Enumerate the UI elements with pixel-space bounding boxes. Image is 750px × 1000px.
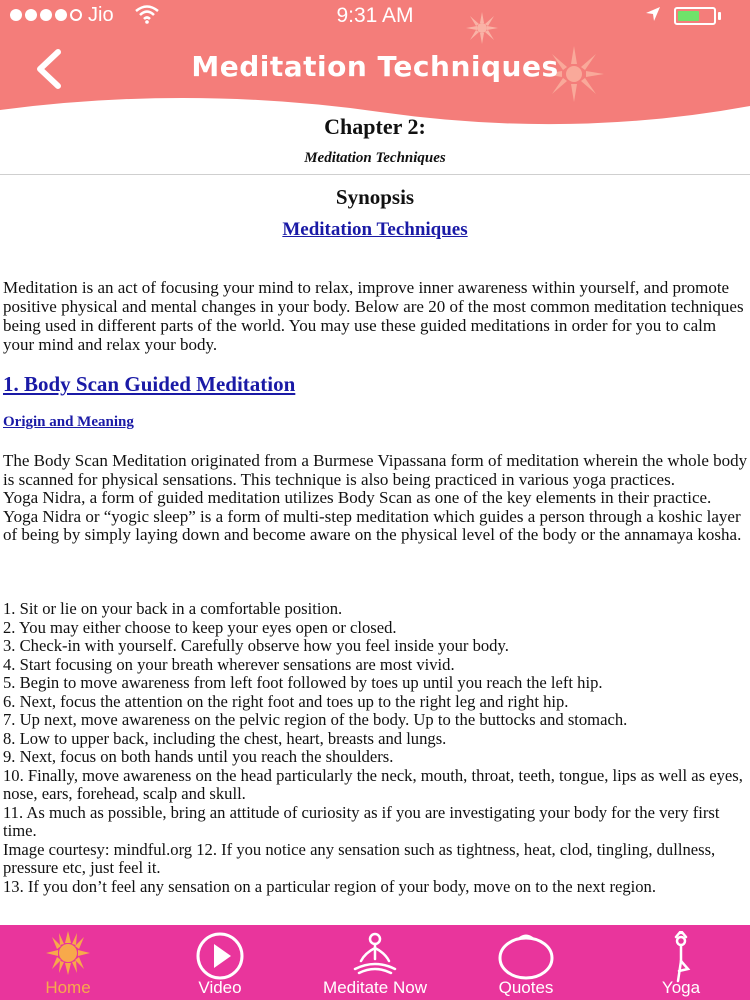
chevron-left-icon	[30, 46, 70, 92]
carrier-name: Jio	[88, 4, 114, 26]
battery-icon	[674, 7, 716, 25]
yoga-pose-icon	[664, 931, 698, 983]
list-item: 11. As much as possible, bring an attitude of curiosity as if you are investigating your body for the very first time.	[3, 802, 720, 840]
list-item: 3. Check-in with yourself. Carefully observe how you feel inside your body.	[3, 636, 509, 655]
body-paragraphs	[3, 452, 749, 545]
battery-tip	[718, 12, 721, 20]
tab-meditate-now[interactable]	[300, 925, 450, 1000]
tab-label: Meditate Now	[323, 978, 427, 997]
tab-yoga[interactable]	[626, 925, 736, 1000]
quote-circle-icon	[497, 931, 555, 981]
bottom-tab-bar	[0, 925, 750, 1000]
steps-list	[3, 600, 749, 896]
list-item: 10. Finally, move awareness on the head particularly the neck, mouth, throat, teeth, tongue, lips as well as eyes, nose, ears, forehead, scalp and skull.	[3, 765, 743, 803]
list-item: 8. Low to upper back, including the chest, heart, breasts and lungs.	[3, 728, 447, 748]
status-bar	[0, 0, 750, 32]
chapter-heading: Chapter 2:	[324, 114, 426, 139]
article-content[interactable]	[0, 110, 750, 925]
list-item: 7. Up next, move awareness on the pelvic region of the body. Up to the buttocks and stomach.	[3, 710, 628, 729]
flower-decoration-icon	[462, 10, 502, 46]
list-item: 2. You may either choose to keep your eyes open or closed.	[3, 617, 397, 637]
divider	[0, 174, 750, 175]
list-item: Image courtesy: mindful.org 12. If you notice any sensation such as tightness, heat, clod, tingling, dullness, pressure etc, just feel it.	[3, 839, 716, 877]
list-item: 4. Start focusing on your breath wherever sensations are most vivid.	[3, 654, 455, 674]
meditating-person-icon	[349, 931, 401, 979]
list-item: 9. Next, focus on both hands until you reach the shoulders.	[3, 747, 394, 766]
tab-video[interactable]	[160, 925, 280, 1000]
play-circle-icon	[195, 931, 245, 981]
list-item: 6. Next, focus the attention on the right foot and toes up to the right leg and right hip.	[3, 691, 569, 711]
list-item: 13. If you don’t feel any sensation on a particular region of your body, move on to the next region.	[3, 876, 656, 896]
chapter-subtitle: Meditation Techniques	[304, 150, 446, 166]
synopsis-link[interactable]: Meditation Techniques	[282, 219, 468, 240]
tab-label: Yoga	[661, 978, 701, 997]
paragraph-2: Yoga Nidra, a form of guided meditation utilizes Body Scan as one of the key elements in their practice. Yoga Nidra or “yogic sleep” is a form of multi-step meditation which guides a person through a koshic layer of being by simply laying down and become aware on the physical level of the body or the annamaya kosha.	[3, 488, 742, 544]
tab-quotes[interactable]	[470, 925, 582, 1000]
list-item: 1. Sit or lie on your back in a comfortable position.	[3, 599, 343, 618]
origin-meaning-link[interactable]: Origin and Meaning	[3, 414, 134, 430]
list-item: 5. Begin to move awareness from left foot followed by toes up until you reach the left hip.	[3, 673, 603, 692]
location-arrow-icon	[644, 5, 662, 29]
sun-flower-icon	[39, 931, 97, 975]
back-button[interactable]	[30, 46, 70, 92]
synopsis-heading: Synopsis	[335, 185, 415, 209]
tab-label: Home	[45, 978, 91, 997]
status-time: 9:31 AM	[336, 4, 414, 27]
intro-paragraph: Meditation is an act of focusing your mind to relax, improve inner awareness within yourself, and promote positive physical and mental changes in your body. Below are 20 of the most common meditation techniques being used in different parts of the world. You may use these guided meditations in order for you to calm your mind and relax your body.	[3, 278, 744, 354]
section-heading-link[interactable]: 1. Body Scan Guided Meditation	[3, 372, 296, 396]
tab-home[interactable]	[0, 925, 136, 1000]
tab-label: Video	[198, 978, 242, 997]
paragraph-1: The Body Scan Meditation originated from a Burmese Vipassana form of meditation wherein the whole body is scanned for physical sensations. This technique is also being practiced in various yoga practices.	[3, 451, 748, 489]
tab-label: Quotes	[498, 978, 554, 997]
page-title: Meditation Techniques	[191, 50, 559, 83]
